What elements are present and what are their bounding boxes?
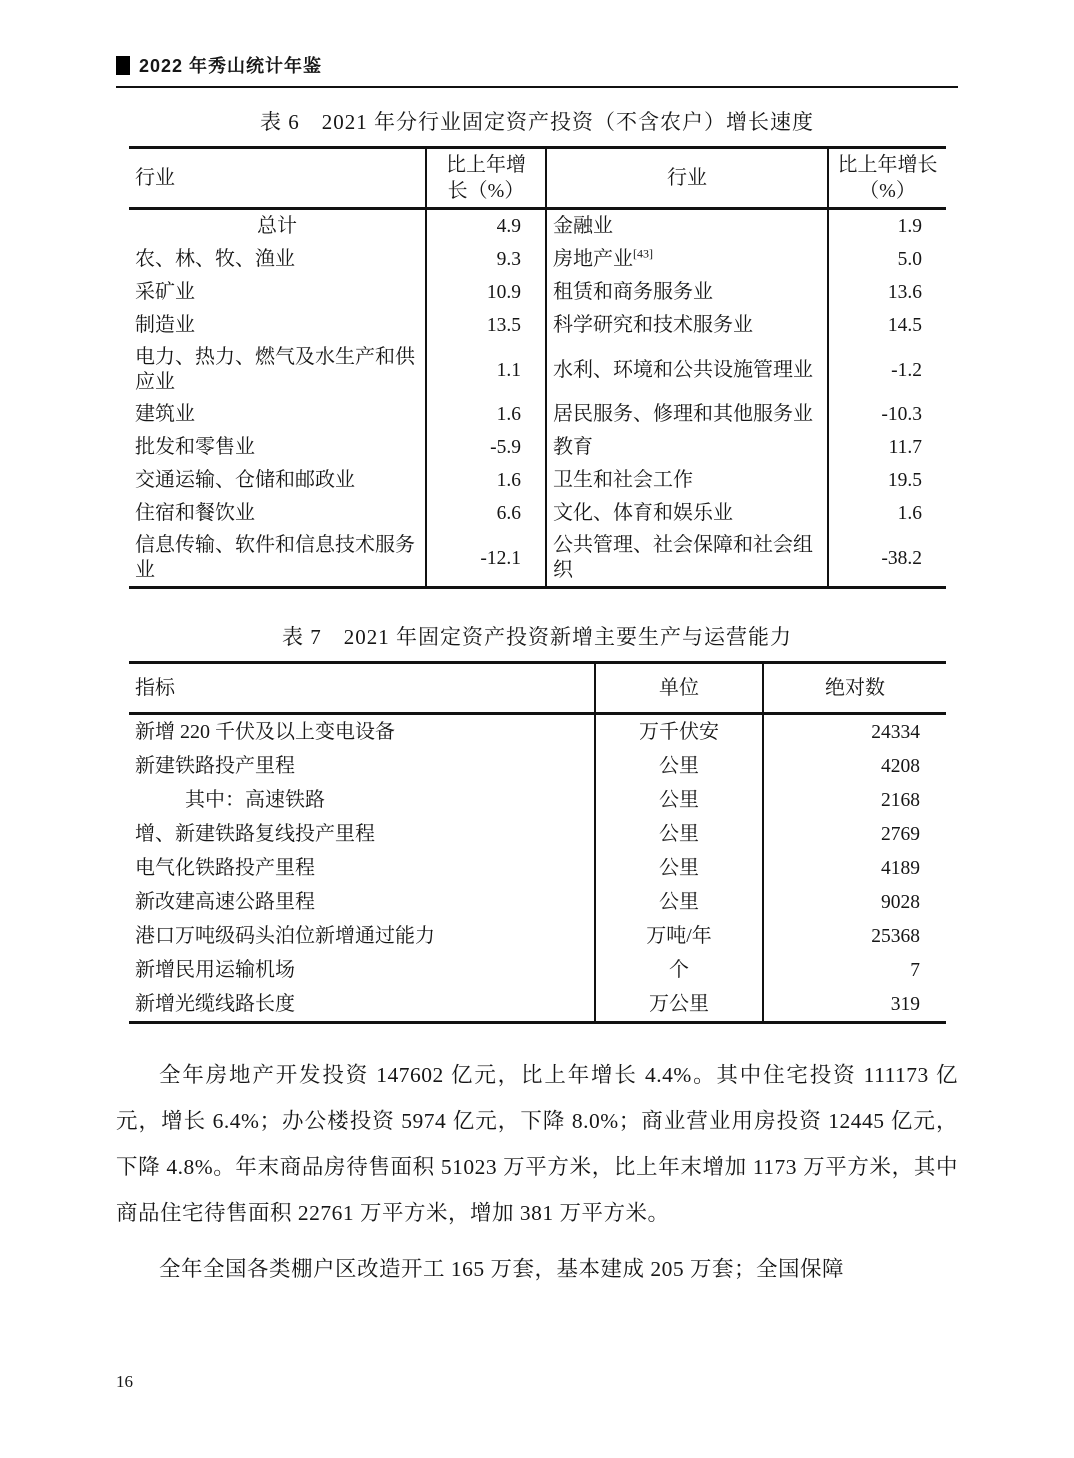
growth-cell: 11.7	[888, 437, 922, 458]
industry-cell: 住宿和餐饮业	[129, 497, 426, 530]
page-content	[116, 98, 958, 1292]
industry-cell: 总计	[129, 209, 426, 244]
value-cell: 2168	[881, 789, 920, 811]
industry-cell	[546, 243, 828, 276]
growth-cell: 1.9	[897, 216, 922, 237]
growth-cell: 1.6	[426, 398, 546, 431]
table-row	[129, 309, 946, 342]
table6-col-industry-right: 行业	[546, 148, 828, 209]
unit-cell: 公里	[595, 817, 763, 851]
paragraph-real-estate: 全年房地产开发投资 147602 亿元，比上年增长 4.4%。其中住宅投资 111173 亿元，增长 6.4%；办公楼投资 5974 亿元，下降 8.0%；商业营业用房投资 12445 亿元，下降 4.8%。年末商品房待售面积 51023 万平方米，比上年末增加 1173 万平方米，其中商品住宅待售面积 22761 万平方米，增加 381 万平方米。	[116, 1063, 958, 1225]
indicator-cell: 新改建高速公路里程	[129, 885, 595, 919]
table-row	[129, 885, 946, 919]
table-row	[129, 783, 946, 817]
industry-cell: 农、林、牧、渔业	[129, 243, 426, 276]
growth-cell: -1.2	[891, 359, 922, 381]
industry-cell: 水利、环境和公共设施管理业	[546, 342, 828, 398]
industry-cell: 制造业	[129, 309, 426, 342]
growth-cell: 14.5	[887, 315, 922, 336]
table7-col-indicator: 指标	[129, 663, 595, 714]
indicator-cell: 其中：高速铁路	[129, 783, 595, 817]
growth-cell: 1.1	[426, 342, 546, 398]
unit-cell: 万吨/年	[595, 919, 763, 953]
indicator-cell: 新增民用运输机场	[129, 953, 595, 987]
industry-cell: 电力、热力、燃气及水生产和供应业	[129, 342, 426, 398]
unit-cell: 万公里	[595, 987, 763, 1023]
growth-cell: 10.9	[426, 276, 546, 309]
growth-cell: -12.1	[426, 530, 546, 588]
industry-cell: 科学研究和技术服务业	[546, 309, 828, 342]
table-row	[129, 714, 946, 750]
table-row	[129, 530, 946, 588]
value-cell: 24334	[871, 721, 920, 743]
table-row	[129, 398, 946, 431]
indicator-cell: 电气化铁路投产里程	[129, 851, 595, 885]
industry-cell: 卫生和社会工作	[546, 464, 828, 497]
table-row	[129, 431, 946, 464]
table6-col-growth-left: 比上年增 长（%）	[426, 148, 546, 209]
industry-cell: 交通运输、仓储和邮政业	[129, 464, 426, 497]
table6-col-industry-left: 行业	[129, 148, 426, 209]
growth-cell: 1.6	[897, 503, 922, 524]
industry-cell: 信息传输、软件和信息技术服务业	[129, 530, 426, 588]
growth-cell: 4.9	[426, 209, 546, 244]
table6-title: 表 6 2021 年分行业固定资产投资（不含农户）增长速度	[260, 110, 814, 134]
table7-header-row	[129, 663, 946, 714]
industry-cell: 建筑业	[129, 398, 426, 431]
value-cell: 9028	[881, 891, 920, 913]
industry-cell: 公共管理、社会保障和社会组织	[546, 530, 828, 588]
value-cell: 4189	[881, 857, 920, 879]
table6-header-row	[129, 148, 946, 209]
table-row	[129, 919, 946, 953]
unit-cell: 个	[595, 953, 763, 987]
table-row	[129, 464, 946, 497]
table6	[129, 146, 946, 589]
industry-cell: 采矿业	[129, 276, 426, 309]
indicator-cell: 新建铁路投产里程	[129, 749, 595, 783]
value-cell: 7	[910, 959, 920, 981]
header-title: 2022 年秀山统计年鉴	[139, 56, 323, 76]
table7-col-absolute: 绝对数	[763, 663, 946, 714]
table-row	[129, 209, 946, 244]
page-header	[116, 52, 322, 78]
growth-cell: 13.5	[426, 309, 546, 342]
table-row	[129, 817, 946, 851]
industry-cell: 租赁和商务服务业	[546, 276, 828, 309]
growth-cell: 5.0	[897, 249, 922, 270]
growth-cell: 1.6	[426, 464, 546, 497]
unit-cell: 万千伏安	[595, 714, 763, 750]
value-cell: 25368	[871, 925, 920, 947]
unit-cell: 公里	[595, 851, 763, 885]
table-row	[129, 749, 946, 783]
industry-cell: 批发和零售业	[129, 431, 426, 464]
growth-cell: -10.3	[881, 404, 922, 425]
growth-cell: 13.6	[887, 282, 922, 303]
industry-cell: 文化、体育和娱乐业	[546, 497, 828, 530]
table-row	[129, 276, 946, 309]
table7-col-unit: 单位	[595, 663, 763, 714]
indicator-cell: 港口万吨级码头泊位新增通过能力	[129, 919, 595, 953]
value-cell: 2769	[881, 823, 920, 845]
indicator-cell: 新增光缆线路长度	[129, 987, 595, 1023]
table-row	[129, 953, 946, 987]
table-row	[129, 987, 946, 1023]
footnote-ref: [43]	[633, 246, 653, 261]
growth-cell: 9.3	[426, 243, 546, 276]
table7	[129, 661, 946, 1024]
unit-cell: 公里	[595, 749, 763, 783]
value-cell: 4208	[881, 755, 920, 777]
industry-cell: 金融业	[546, 209, 828, 244]
indicator-cell: 增、新建铁路复线投产里程	[129, 817, 595, 851]
growth-cell: 6.6	[426, 497, 546, 530]
industry-label: 房地产业	[553, 248, 633, 270]
unit-cell: 公里	[595, 885, 763, 919]
table-row	[129, 243, 946, 276]
header-square-icon	[116, 56, 130, 75]
table-row	[129, 497, 946, 530]
growth-cell: -5.9	[426, 431, 546, 464]
page-number: 16	[116, 1372, 133, 1391]
indicator-cell: 新增 220 千伏及以上变电设备	[129, 714, 595, 750]
table-row	[129, 342, 946, 398]
growth-cell: 19.5	[887, 470, 922, 491]
paragraph-shantytown: 全年全国各类棚户区改造开工 165 万套，基本建成 205 万套；全国保障	[159, 1257, 845, 1281]
table-row	[129, 851, 946, 885]
growth-cell: -38.2	[881, 547, 922, 569]
table6-col-growth-right: 比上年增长 （%）	[828, 148, 946, 209]
value-cell: 319	[890, 993, 920, 1015]
industry-cell: 教育	[546, 431, 828, 464]
unit-cell: 公里	[595, 783, 763, 817]
header-rule	[116, 86, 958, 88]
industry-cell: 居民服务、修理和其他服务业	[546, 398, 828, 431]
table7-title: 表 7 2021 年固定资产投资新增主要生产与运营能力	[282, 625, 792, 649]
